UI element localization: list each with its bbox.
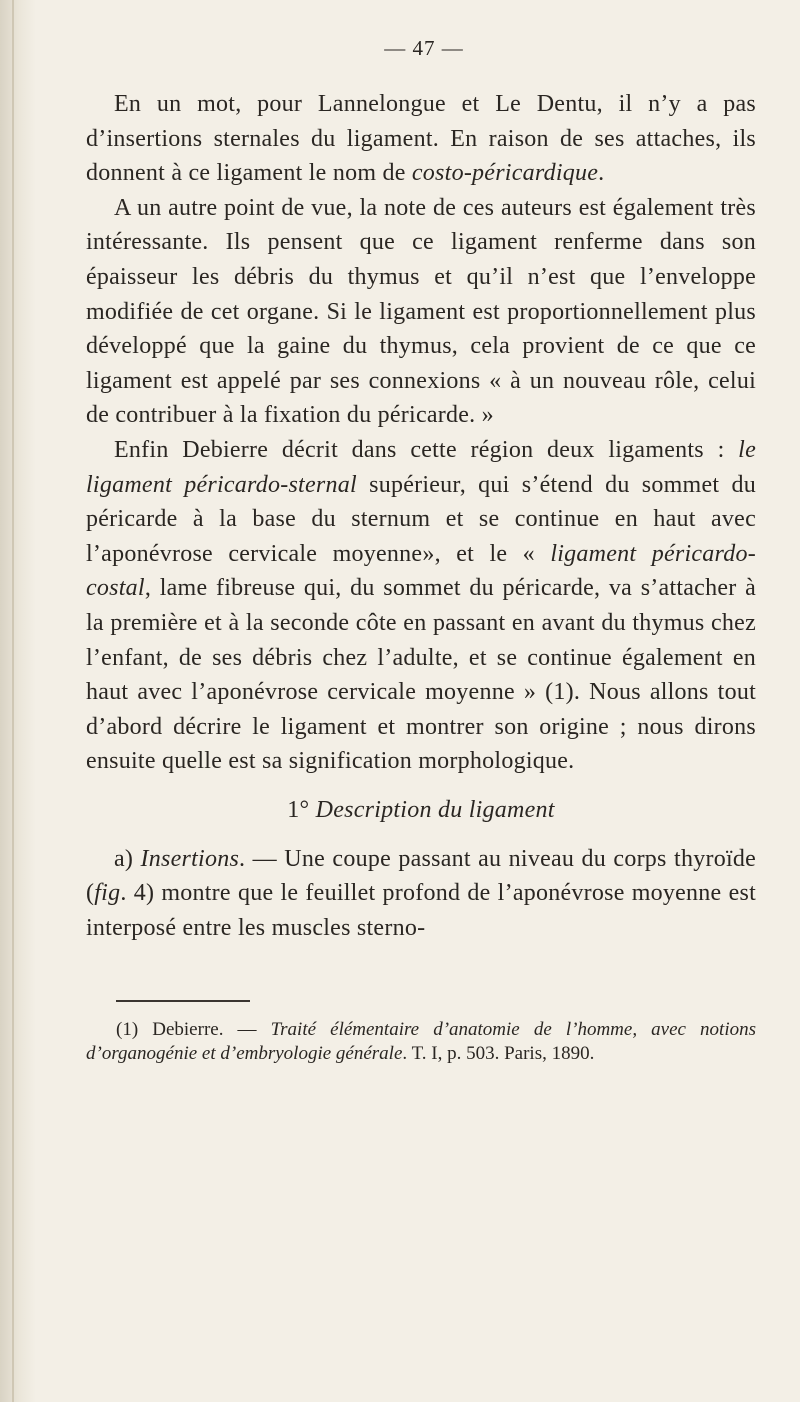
italic-term-costo-pericardique: costo-péricardique: [411, 160, 599, 187]
paragraph-debierre: [86, 433, 756, 779]
paragraph-text: supérieur, qui s’étend du sommet du péricarde à la base du sternum et se continue en haut avec l’aponévrose cervicale moyenne», et le «: [86, 471, 756, 567]
subsection-label: a): [114, 845, 134, 872]
footnote-book-title: Traité élémentaire d’anatomie de l’homme, avec notions d’organogénie et d’embryologie générale: [86, 1018, 756, 1065]
italic-term-pericardo-sternal: le ligament péricardo-sternal: [86, 436, 756, 498]
paragraph-lannelongue: [86, 87, 756, 191]
page-binding-edge: [0, 0, 36, 1402]
paragraph-text: . — Une coupe passant au niveau du corps thyroïde (: [86, 845, 757, 907]
paragraph-text-end: .: [598, 160, 605, 187]
paragraph-insertions: [86, 842, 756, 946]
section-heading: [86, 797, 756, 824]
subsection-title: Insertions: [140, 845, 240, 872]
footnote-author: Debierre. —: [152, 1018, 271, 1040]
page-content: [86, 36, 756, 1067]
paragraph-text: En un mot, pour Lannelongue et Le Dentu, il n’y a pas d’insertions sternales du ligament. En raison de ses attaches, ils donnent à ce ligament le nom de: [86, 91, 756, 187]
paragraph-text: Enfin Debierre décrit dans cette région deux ligaments :: [114, 436, 739, 463]
section-title: Description du ligament: [315, 796, 555, 823]
figure-reference: fig: [94, 880, 121, 907]
page-number: — 47 —: [384, 36, 464, 60]
footnote: [86, 1018, 756, 1067]
paragraph-text: , lame fibreuse qui, du sommet du péricarde, va s’attacher à la première et à la seconde côte en passant en avant du thymus chez l’enfant, de ses débris chez l’adulte, et se continue également en haut avec l’aponévrose cervicale moyenne » (1). Nous allons tout d’abord décrire le ligament et montrer son origine ; nous dirons ensuite quelle est sa signification morphologique.: [86, 575, 756, 775]
paragraph-text: . 4) montre que le feuillet profond de l’aponévrose moyenne est interposé entre les muscles sterno-: [86, 880, 756, 942]
footnote-citation: . T. I, p. 503. Paris, 1890.: [402, 1043, 595, 1065]
italic-term-pericardo-costal: ligament péricardo-costal: [86, 540, 756, 602]
footnote-divider: [116, 1000, 250, 1002]
section-number: 1°: [287, 796, 310, 823]
paragraph-thymus-note: A un autre point de vue, la note de ces auteurs est également très intéressante. Ils pensent que ce ligament renferme dans son épaisseur les débris du thymus et qu’il n’est que l’enveloppe modifiée de cet organe. Si le ligament est proportionnellement plus développé que la gaine du thymus, cela provient de ce que ce ligament est appelé par ses connexions « à un nouveau rôle, celui de contribuer à la fixation du péricarde. »: [86, 194, 756, 429]
footnote-marker: (1): [116, 1018, 139, 1040]
